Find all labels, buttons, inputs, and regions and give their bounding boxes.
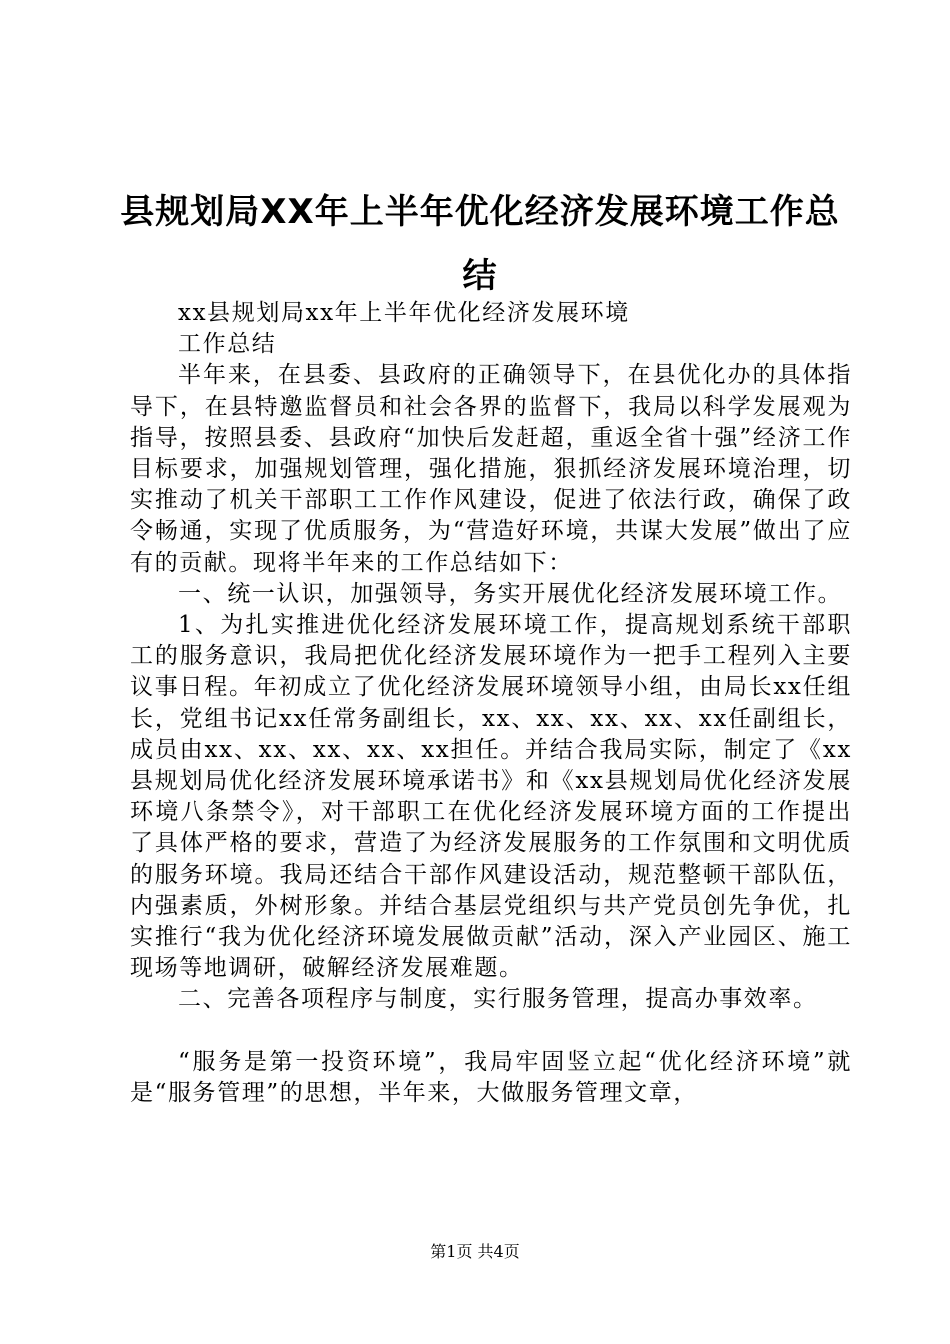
paragraph-intro: 半年来，在县委、县政府的正确领导下，在县优化办的具体指导下，在县特邀监督员和社会各界的监督下，我局以科学发展观为指导，按照县委、县政府“加快后发赶超，重返全省十强”经济工作目标要求，加强规划管理，强化措施，狠抓经济发展环境治理，切实推动了机关干部职工工作作风建设，促进了依法行政，确保了政令畅通，实现了优质服务，为“营造好环境，共谋大发展”做出了应有的贡献。现将半年来的工作总结如下： <box>130 362 852 576</box>
section-heading-2: 二、完善各项程序与制度，实行服务管理，提高办事效率。 <box>178 986 818 1013</box>
paragraph-item-1: 1、为扎实推进优化经济发展环境工作，提高规划系统干部职工的服务意识，我局把优化经济发展环境作为一把手工程列入主要议事日程。年初成立了优化经济发展环境领导小组，由局长xx任组长，党组书记xx任常务副组长，xx、xx、xx、xx、xx任副组长，成员由xx、xx、xx、xx、xx担任。并结合我局实际，制定了《xx县规划局优化经济发展环境承诺书》和《xx县规划局优化经济发展环境八条禁令》，对干部职工在优化经济发展环境方面的工作提出了具体严格的要求，营造了为经济发展服务的工作氛围和文明优质的服务环境。我局还结合干部作风建设活动，规范整顿干部队伍，内强素质，外树形象。并结合基层党组织与共产党员创先争优，扎实推行“我为优化经济环境发展做贡献”活动，深入产业园区、施工现场等地调研，破解经济发展难题。 <box>130 612 852 982</box>
section-heading-1: 一、统一认识，加强领导，务实开展优化经济发展环境工作。 <box>178 580 843 607</box>
paragraph-service: “服务是第一投资环境”，我局牢固竖立起“优化经济环境”就是“服务管理”的思想，半年来，大做服务管理文章， <box>130 1048 852 1106</box>
document-title: 县规划局XX年上半年优化经济发展环境工作总结 <box>120 192 840 296</box>
subtitle-line-1: xx县规划局xx年上半年优化经济发展环境 <box>178 300 630 326</box>
document-body <box>130 298 852 1109</box>
page-footer: 第1页 共4页 <box>430 1242 520 1261</box>
subtitle-line-2: 工作总结 <box>178 331 277 358</box>
